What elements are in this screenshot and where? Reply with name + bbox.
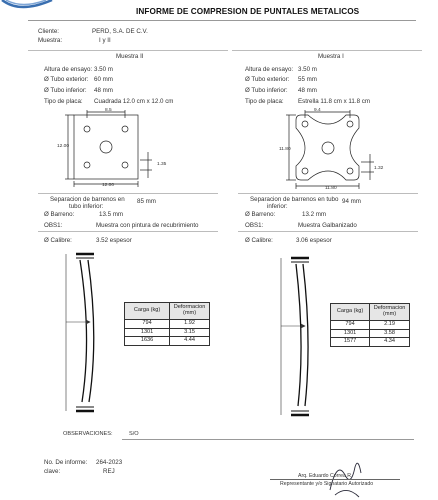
- observaciones-underline: [122, 439, 414, 440]
- star-plate-drawing: [284, 110, 384, 192]
- right-table-header-carga: Carga (kg): [331, 304, 370, 321]
- table-row: [125, 337, 210, 346]
- right-separacion-label-1: Separacion de barrenos en tubo: [250, 196, 339, 203]
- right-tubo-int-value: 48 mm: [298, 87, 317, 94]
- muestra-value: I y II: [99, 37, 111, 44]
- right-table-cell: 1301: [331, 329, 370, 338]
- left-separacion-label-2: tubo inferior:: [69, 203, 104, 210]
- left-table-header-deformacion: Deformacion (mm): [170, 303, 210, 320]
- right-dim-right: 1.32: [374, 166, 384, 171]
- square-plate-drawing: [60, 110, 170, 190]
- left-table-cell: 1301: [125, 328, 170, 337]
- no-informe-value: 264-2023: [96, 459, 123, 466]
- left-heading-line: [28, 50, 228, 51]
- right-table-cell: 4.34: [370, 338, 410, 347]
- no-informe-label: No. De informe:: [44, 459, 88, 466]
- left-calibre-label: Ø Calibre:: [44, 237, 72, 244]
- right-obs-value: Muestra Galbanizado: [298, 222, 357, 229]
- right-table-cell: 794: [331, 321, 370, 330]
- signer-name: Arq. Eduardo Correa R.: [298, 473, 353, 479]
- right-table-header-deformacion: Deformacion (mm): [370, 304, 410, 321]
- left-calibre-value: 3.52 espesor: [96, 237, 132, 244]
- left-obs-value: Muestra con pintura de recubrimiento: [96, 222, 199, 229]
- right-calibre-label: Ø Calibre:: [245, 237, 273, 244]
- left-dim-top: 8.5: [105, 108, 112, 113]
- observaciones-value: S/O: [129, 431, 139, 437]
- right-calibre-value: 3.06 espesor: [296, 237, 332, 244]
- right-table-cell: 2.19: [370, 321, 410, 330]
- left-barreno-value: 13.5 mm: [99, 211, 124, 218]
- report-title: INFORME DE COMPRESION DE PUNTALES METALICOS: [136, 7, 360, 16]
- left-tubo-int-value: 48 mm: [94, 87, 113, 94]
- left-table-cell: 1636: [125, 337, 170, 346]
- right-spec-divider: [238, 193, 418, 194]
- table-row: [331, 338, 410, 347]
- table-row: [125, 320, 210, 329]
- left-dim-right: 1.35: [157, 162, 167, 167]
- cliente-value: PERD, S.A. DE C.V.: [92, 28, 148, 35]
- right-altura-value: 3.50 m: [298, 66, 317, 73]
- left-altura-label: Altura de ensayo:: [44, 66, 93, 73]
- left-placa-value: Cuadrada 12.0 cm x 12.0 cm: [94, 98, 174, 105]
- right-results-table: [330, 303, 410, 347]
- right-barreno-label: Ø Barreno:: [245, 211, 276, 218]
- left-table-cell: 3.15: [170, 328, 210, 337]
- clave-value: REJ: [103, 468, 115, 475]
- left-table-cell: 4.44: [170, 337, 210, 346]
- table-row: [125, 328, 210, 337]
- left-dim-bottom: 12.00: [102, 183, 115, 188]
- right-tubo-ext-value: 55 mm: [298, 76, 317, 83]
- right-altura-label: Altura de ensayo:: [245, 66, 294, 73]
- left-placa-label: Tipo de placa:: [44, 98, 83, 105]
- table-row: [331, 329, 410, 338]
- left-tubo-ext-value: 60 mm: [94, 76, 113, 83]
- right-placa-label: Tipo de placa:: [245, 98, 284, 105]
- right-obs-label: OBS1:: [245, 222, 264, 229]
- left-spec-divider: [38, 193, 218, 194]
- right-sample-heading: Muestra I: [318, 53, 344, 60]
- title-divider: [28, 20, 416, 21]
- table-row: [331, 321, 410, 330]
- right-placa-value: Estrella 11.8 cm x 11.8 cm: [298, 98, 370, 105]
- muestra-label: Muestra:: [38, 37, 63, 44]
- left-deformed-strut-drawing: [62, 252, 132, 418]
- left-separacion-value: 85 mm: [137, 198, 156, 205]
- left-altura-value: 3.50 m: [94, 66, 113, 73]
- left-table-cell: 1.92: [170, 320, 210, 329]
- observaciones-label: OBSERVACIONES:: [63, 431, 113, 437]
- signer-title: Representante y/o Signatario Autorizado: [280, 481, 374, 487]
- left-tubo-int-label: Ø Tubo inferior:: [44, 87, 87, 94]
- company-logo-icon: [0, 0, 60, 14]
- left-obs-label: OBS1:: [44, 222, 63, 229]
- left-results-table: [124, 302, 210, 346]
- left-sample-heading: Muestra II: [116, 53, 144, 60]
- signature-line: [270, 479, 400, 480]
- right-obs-divider: [238, 231, 418, 232]
- right-dim-top: 9.4: [314, 108, 321, 113]
- left-table-cell: 794: [125, 320, 170, 329]
- right-barreno-value: 13.2 mm: [302, 211, 327, 218]
- right-table-cell: 3.58: [370, 329, 410, 338]
- cliente-label: Cliente:: [38, 28, 59, 35]
- left-obs-divider: [38, 231, 218, 232]
- right-tubo-ext-label: Ø Tubo exterior:: [245, 76, 290, 83]
- left-barreno-label: Ø Barreno:: [44, 211, 75, 218]
- left-table-header-carga: Carga (kg): [125, 303, 170, 320]
- right-separacion-label-2: inferior:: [267, 203, 288, 210]
- left-dim-side: 12.00: [57, 144, 70, 149]
- clave-label: clave:: [44, 468, 61, 475]
- right-heading-line: [232, 50, 422, 51]
- right-dim-bottom: 11.80: [325, 186, 337, 191]
- right-table-cell: 1577: [331, 338, 370, 347]
- left-separacion-label-1: Separacion de barrenos en: [50, 196, 125, 203]
- right-tubo-int-label: Ø Tubo inferior:: [245, 87, 288, 94]
- right-separacion-value: 94 mm: [342, 198, 361, 205]
- right-dim-side: 11.80: [279, 147, 291, 152]
- left-tubo-ext-label: Ø Tubo exterior:: [44, 76, 89, 83]
